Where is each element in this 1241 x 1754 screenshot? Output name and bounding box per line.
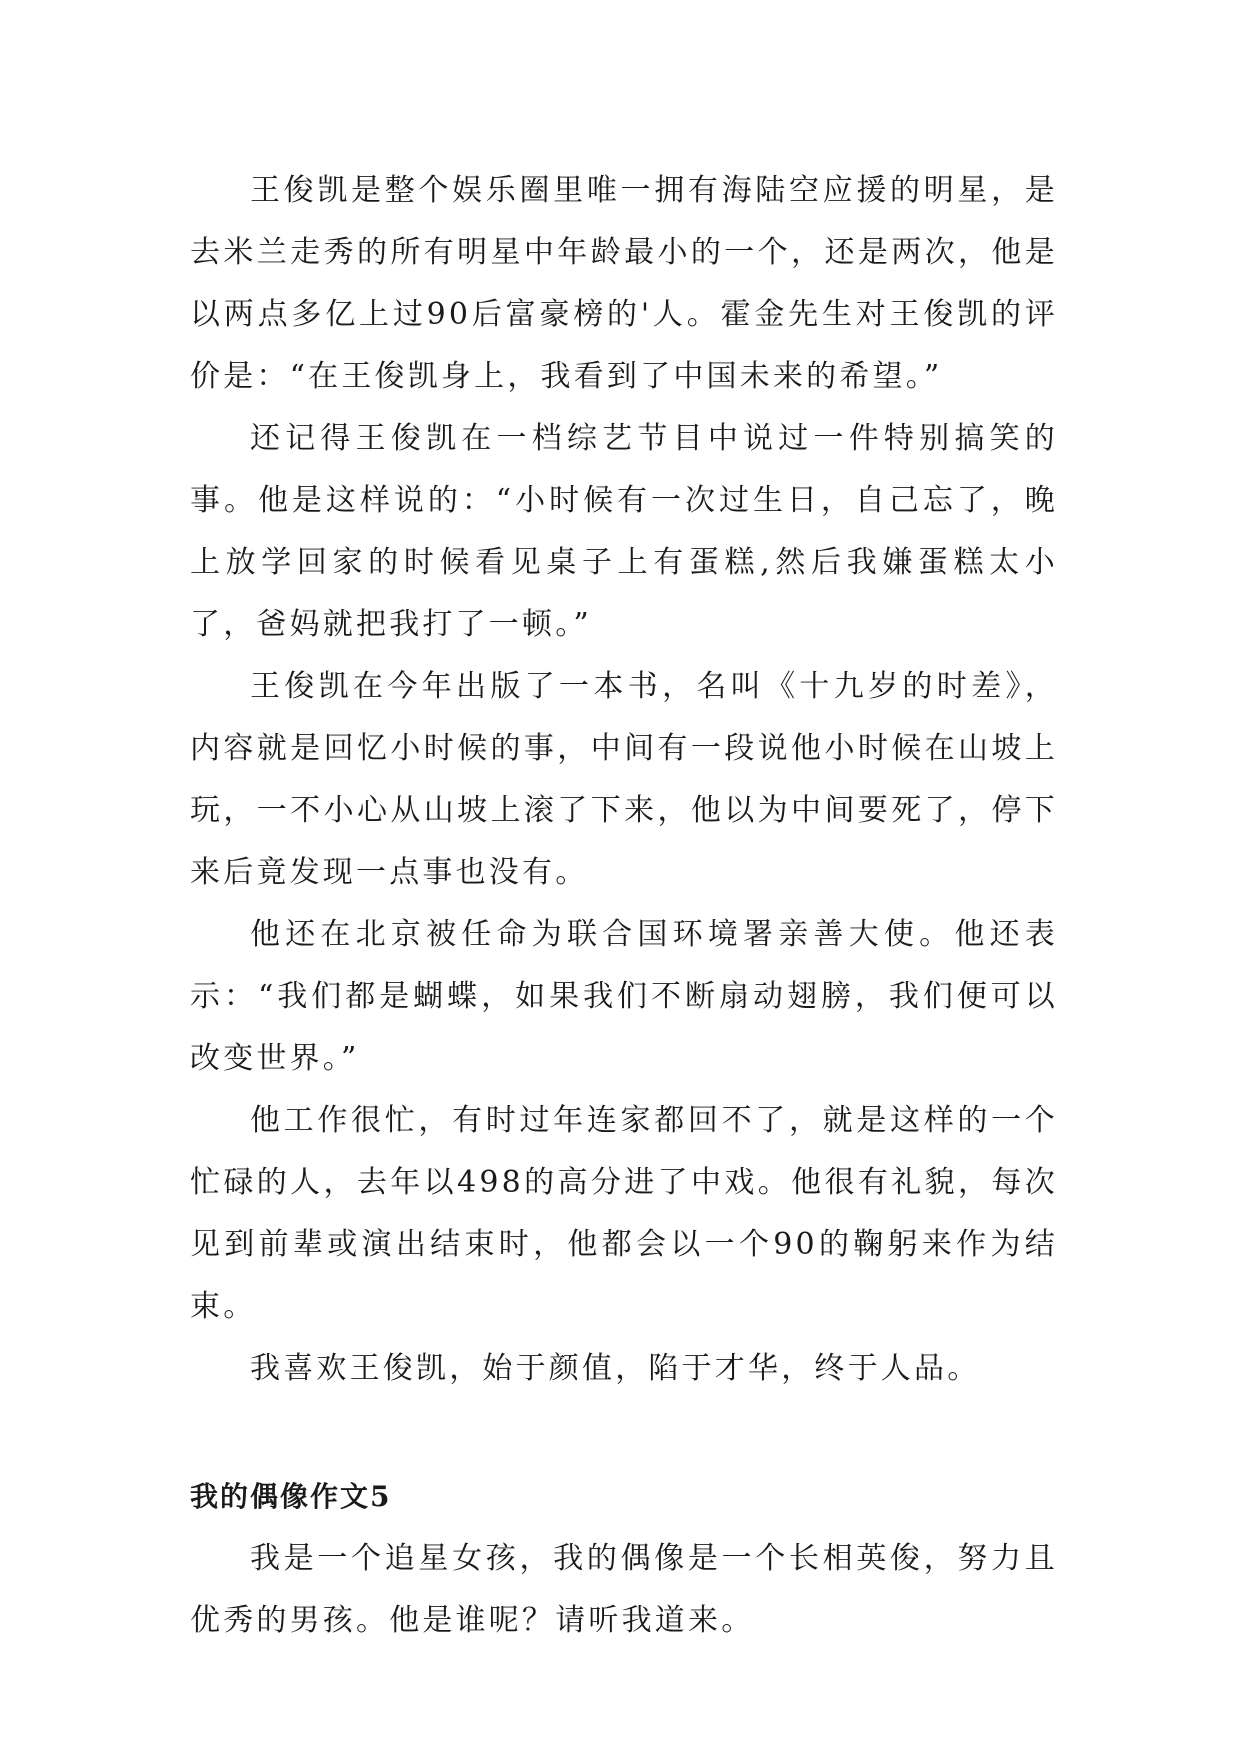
paragraph: 我喜欢王俊凯，始于颜值，陷于才华，终于人品。 (250, 1351, 981, 1386)
paragraph: 王俊凯在今年出版了一本书，名叫《十九岁的时差》，内容就是回忆小时候的事，中间有一段说他小时候在山坡上玩，一不小心从山坡上滚了下来，他以为中间要死了，停下来后竟发现一点事也没有。 (190, 669, 1058, 890)
paragraph: 他工作很忙，有时过年连家都回不了，就是这样的一个忙碌的人，去年以498的高分进了中戏。他很有礼貌，每次见到前辈或演出结束时，他都会以一个90的鞠躬来作为结束。 (190, 1103, 1058, 1324)
paragraph: 我是一个追星女孩，我的偶像是一个长相英俊，努力且优秀的男孩。他是谁呢？请听我道来。 (190, 1541, 1058, 1638)
paragraph: 还记得王俊凯在一档综艺节目中说过一件特别搞笑的事。他是这样说的：“小时候有一次过生日，自己忘了，晚上放学回家的时候看见桌子上有蛋糕,然后我嫌蛋糕太小了，爸妈就把我打了一顿。” (190, 421, 1058, 642)
paragraph: 他还在北京被任命为联合国环境署亲善大使。他还表示：“我们都是蝴蝶，如果我们不断扇动翅膀，我们便可以改变世界。” (190, 917, 1058, 1076)
paragraph: 王俊凯是整个娱乐圈里唯一拥有海陆空应援的明星，是去米兰走秀的所有明星中年龄最小的一个，还是两次，他是以两点多亿上过90后富豪榜的'人。霍金先生对王俊凯的评价是：“在王俊凯身上，我看到了中国未来的希望。” (190, 173, 1058, 394)
document-page (190, 160, 1058, 1652)
section-title: 我的偶像作文5 (190, 1480, 392, 1513)
